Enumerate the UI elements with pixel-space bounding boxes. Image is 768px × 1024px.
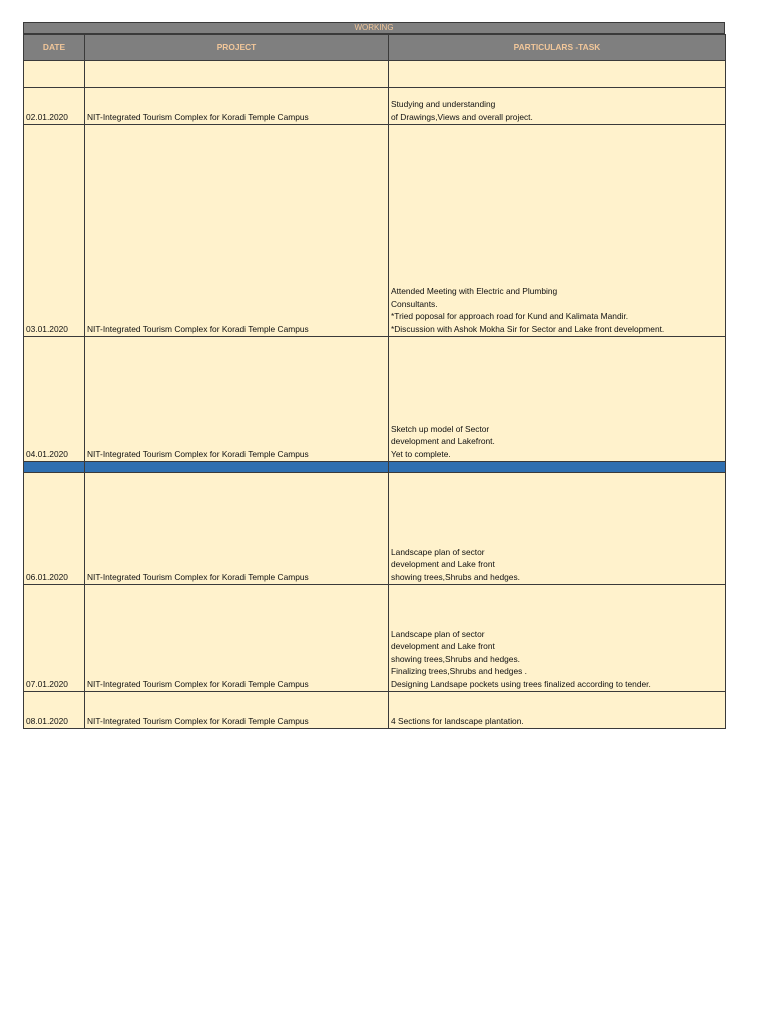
table-row bbox=[24, 88, 726, 125]
row-date: 02.01.2020 bbox=[24, 88, 85, 125]
row-date: 06.01.2020 bbox=[24, 473, 85, 585]
sheet-title: WORKING bbox=[23, 22, 725, 34]
table-row bbox=[24, 125, 726, 337]
row-task: Studying and understanding of Drawings,Views and overall project. bbox=[389, 88, 726, 125]
row-date: 08.01.2020 bbox=[24, 692, 85, 729]
row-project: NIT-Integrated Tourism Complex for Koradi Temple Campus bbox=[85, 473, 389, 585]
worksheet bbox=[23, 22, 725, 729]
row-date: 03.01.2020 bbox=[24, 125, 85, 337]
row-project: NIT-Integrated Tourism Complex for Koradi Temple Campus bbox=[85, 585, 389, 692]
header-project: PROJECT bbox=[85, 35, 389, 61]
row-task bbox=[389, 61, 726, 88]
table-row bbox=[24, 473, 726, 585]
table-row bbox=[24, 337, 726, 462]
row-project bbox=[85, 61, 389, 88]
separator-row bbox=[24, 462, 726, 473]
row-project: NIT-Integrated Tourism Complex for Koradi Temple Campus bbox=[85, 692, 389, 729]
row-task: Sketch up model of Sector development and Lakefront. Yet to complete. bbox=[389, 337, 726, 462]
table-row bbox=[24, 692, 726, 729]
row-task: Landscape plan of sector development and Lake front showing trees,Shrubs and hedges. Finalizing trees,Shrubs and hedges . Designing Landsape pockets using trees finalized according to tender. bbox=[389, 585, 726, 692]
row-date: 07.01.2020 bbox=[24, 585, 85, 692]
table-row bbox=[24, 61, 726, 88]
work-log-table bbox=[23, 34, 726, 729]
row-date: 04.01.2020 bbox=[24, 337, 85, 462]
row-task: 4 Sections for landscape plantation. bbox=[389, 692, 726, 729]
header-row bbox=[24, 35, 726, 61]
row-task: Attended Meeting with Electric and Plumbing Consultants. *Tried poposal for approach road for Kund and Kalimata Mandir. *Discussion with Ashok Mokha Sir for Sector and Lake front development. bbox=[389, 125, 726, 337]
header-date: DATE bbox=[24, 35, 85, 61]
table-row bbox=[24, 585, 726, 692]
row-project: NIT-Integrated Tourism Complex for Koradi Temple Campus bbox=[85, 337, 389, 462]
row-project: NIT-Integrated Tourism Complex for Koradi Temple Campus bbox=[85, 125, 389, 337]
row-date bbox=[24, 61, 85, 88]
row-task: Landscape plan of sector development and Lake front showing trees,Shrubs and hedges. bbox=[389, 473, 726, 585]
row-project: NIT-Integrated Tourism Complex for Koradi Temple Campus bbox=[85, 88, 389, 125]
header-task: PARTICULARS -TASK bbox=[389, 35, 726, 61]
